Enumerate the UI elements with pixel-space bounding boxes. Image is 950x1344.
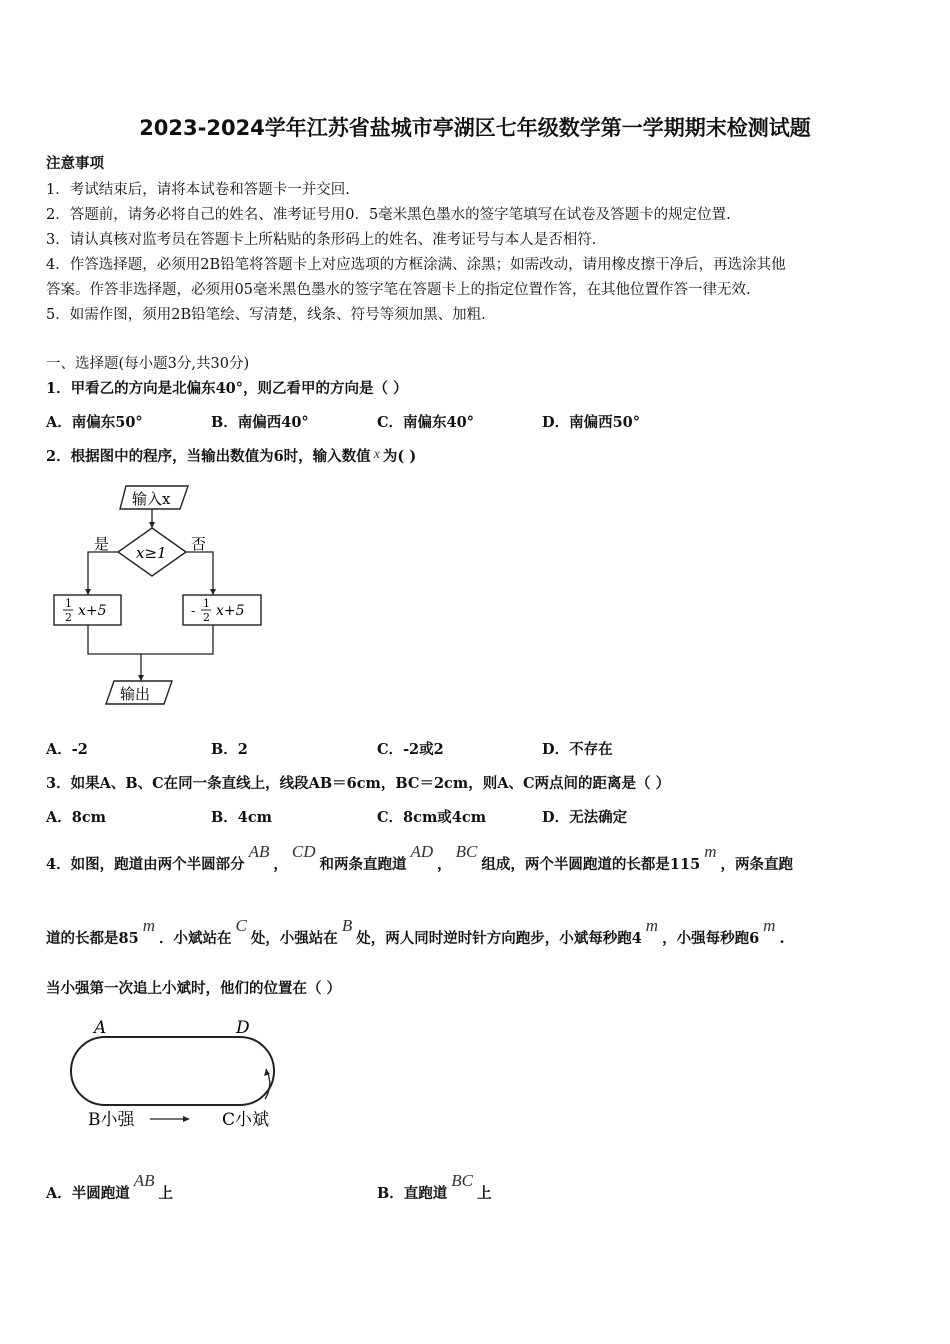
- q4-var-cd: CD: [291, 842, 316, 861]
- flow-yes-label: 是: [94, 535, 110, 553]
- q4-text: 组成，两个半圆跑道的长都是115: [481, 856, 701, 873]
- q1-option-c: C．南偏东40°: [377, 414, 474, 431]
- notice-item-4: 4．作答选择题，必须用2B铅笔将答题卡上对应选项的方框涂满、涂黑；如需改动，请用橡皮擦干净后，再选涂其他: [46, 257, 786, 273]
- q4-var-b: B: [341, 916, 353, 935]
- q3-option-b: B．4cm: [211, 809, 273, 826]
- q1-option-d: D．南偏西50°: [542, 414, 641, 431]
- notice-item-1: 1．考试结束后，请将本试卷和答题卡一并交回.: [46, 182, 350, 198]
- notice-item-2: 2．答题前，请务必将自己的姓名、准考证号用0．5毫米黑色墨水的签字笔填写在试卷及答题卡的规定位置.: [46, 207, 731, 223]
- flow-right-den: 2: [203, 611, 210, 624]
- q4-text: 和两条直跑道: [319, 856, 407, 873]
- q2-option-a: A．-2: [46, 741, 88, 758]
- question-3-stem: 3．如果A、B、C在同一条直线上，线段AB＝6cm，BC＝2cm，则A、C两点间的距离是（ ）: [46, 775, 671, 792]
- q4-text: .: [779, 930, 785, 947]
- q4-option-a-text: A．半圆跑道: [46, 1185, 130, 1202]
- q4-option-b-text: B．直跑道: [377, 1185, 448, 1202]
- section-heading: 一、选择题(每小题3分,共30分): [46, 356, 250, 372]
- q4-unit-m: m: [763, 916, 776, 935]
- q4-option-b-var: BC: [451, 1171, 473, 1190]
- q3-option-a: A．8cm: [46, 809, 107, 826]
- question-1-stem: 1．甲看乙的方向是北偏东40°，则乙看甲的方向是（ ）: [46, 380, 408, 397]
- q4-option-a: [46, 1171, 174, 1203]
- q4-text: 4．如图，跑道由两个半圆部分: [46, 856, 245, 873]
- q4-text: 道的长都是85: [46, 930, 139, 947]
- flow-input-text: 输入x: [132, 490, 171, 508]
- q4-option-b-text: 上: [477, 1185, 492, 1202]
- q4-var-ab: AB: [248, 842, 270, 861]
- q4-text: 处，小强站在: [250, 930, 338, 947]
- q4-var-ad: AD: [410, 842, 434, 861]
- flow-output-text: 输出: [120, 685, 151, 703]
- question-4-line-2: [46, 916, 785, 948]
- flowchart-diagram: [40, 478, 280, 718]
- q2-var-x: x: [373, 447, 380, 462]
- q4-option-a-text: 上: [158, 1185, 174, 1202]
- q2-option-b: B．2: [211, 741, 248, 758]
- q4-text: ，小强每秒跑6: [662, 930, 760, 947]
- q4-text: ．小斌站在: [158, 930, 232, 947]
- q4-text: 处，两人同时逆时针方向跑步，小斌每秒跑4: [356, 930, 642, 947]
- flow-left-den: 2: [65, 611, 72, 624]
- flow-right-num: 1: [203, 597, 210, 610]
- question-4-line-3: 当小强第一次追上小斌时，他们的位置在（ ）: [46, 980, 342, 997]
- q4-var-bc: BC: [455, 842, 478, 861]
- flow-condition-text: x≥1: [136, 544, 167, 562]
- q3-option-c: C．8cm或4cm: [377, 809, 487, 826]
- q1-option-a: A．南偏东50°: [46, 414, 143, 431]
- flow-right-expr: x+5: [216, 603, 245, 619]
- notice-item-3: 3．请认真核对监考员在答题卡上所粘贴的条形码上的姓名、准考证号与本人是否相符.: [46, 232, 597, 248]
- track-arrow-head: [183, 1116, 190, 1122]
- flow-left-num: 1: [65, 597, 72, 610]
- q4-text: ，两条直跑: [720, 856, 793, 873]
- track-label-c: C小斌: [222, 1110, 270, 1130]
- notice-item-5: 5．如需作图，须用2B铅笔绘、写清楚，线条、符号等须加黑、加粗.: [46, 307, 486, 323]
- track-label-b: B小强: [88, 1110, 135, 1130]
- q4-unit-m: m: [704, 842, 717, 861]
- track-point-d: D: [236, 1018, 250, 1038]
- q4-option-a-var: AB: [133, 1171, 155, 1190]
- running-track-diagram: [60, 1013, 300, 1138]
- q4-unit-m: m: [142, 916, 155, 935]
- track-outline: [71, 1037, 274, 1105]
- question-4-line-1: [46, 842, 793, 874]
- flow-no-label: 否: [191, 535, 207, 553]
- flow-left-expr: x+5: [78, 603, 107, 619]
- track-point-a: A: [94, 1018, 107, 1038]
- q3-option-d: D．无法确定: [542, 809, 628, 826]
- flow-right-sign: -: [191, 604, 196, 619]
- q1-option-b: B．南偏西40°: [211, 414, 309, 431]
- q4-text: ，: [437, 856, 452, 873]
- q2-stem-start: 2．根据图中的程序，当输出数值为6时，输入数值: [46, 448, 371, 465]
- q2-stem-end: 为( ): [382, 448, 417, 465]
- notice-item-4-cont: 答案。作答非选择题，必须用05毫米黑色墨水的签字笔在答题卡上的指定位置作答，在其他位置作答一律无效.: [46, 282, 751, 298]
- page-title: 2023-2024学年江苏省盐城市亭湖区七年级数学第一学期期末检测试题: [139, 116, 811, 140]
- question-2-stem: [46, 445, 416, 466]
- q4-option-b: [377, 1171, 492, 1203]
- q2-option-d: D．不存在: [542, 741, 613, 758]
- q4-unit-m: m: [645, 916, 659, 935]
- q2-option-c: C．-2或2: [377, 741, 444, 758]
- q4-text: ，: [273, 856, 288, 873]
- notice-heading: 注意事项: [46, 155, 104, 172]
- q4-var-c: C: [235, 916, 247, 935]
